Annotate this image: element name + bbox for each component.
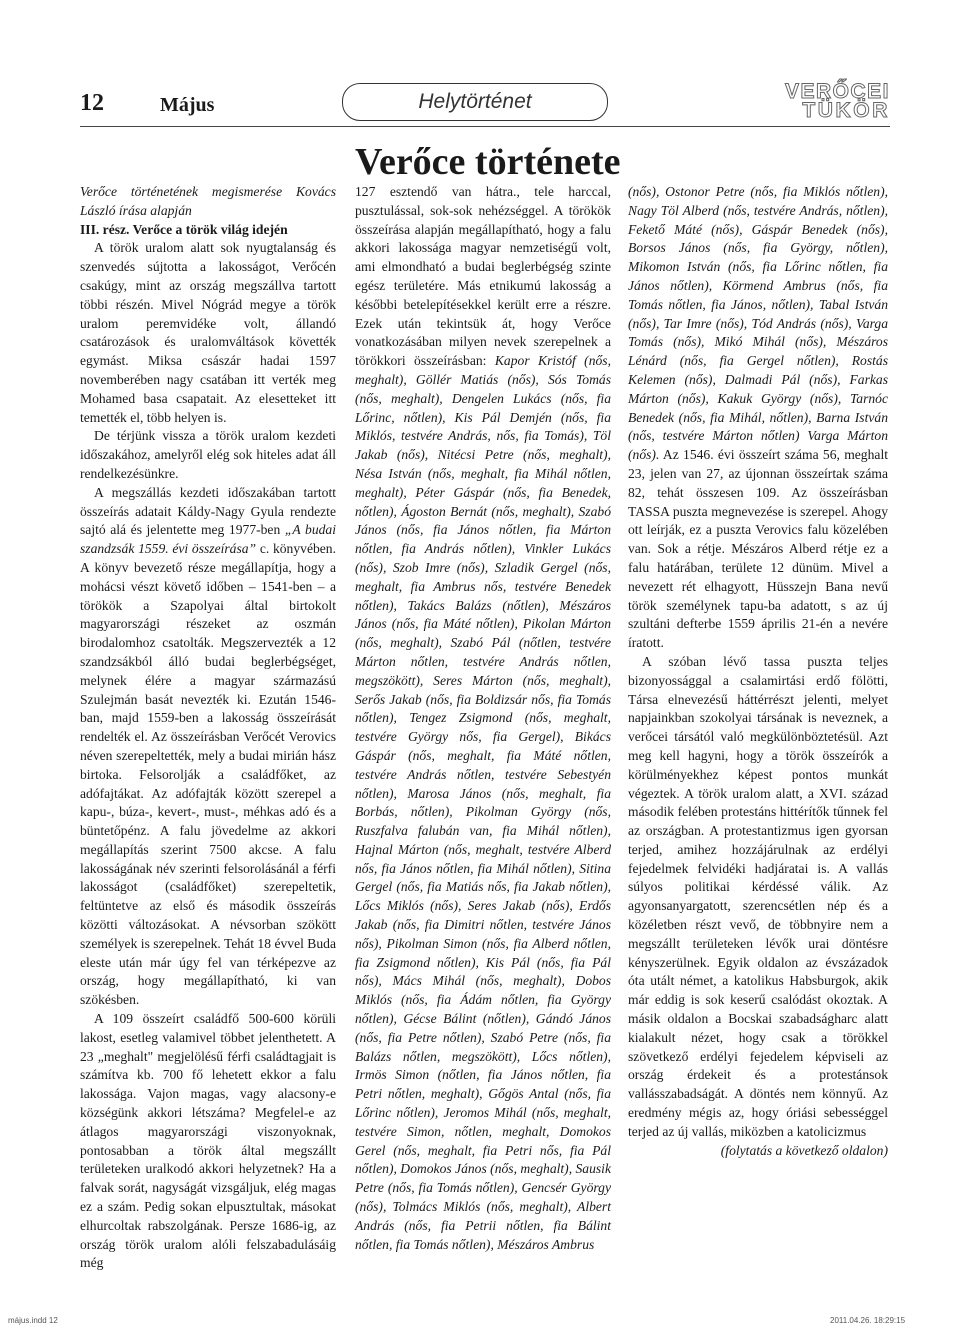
part-heading: III. rész. Verőce a török világ idején bbox=[80, 221, 288, 237]
text-run: A megszállás kezdeti időszakában tartott összeírás adatait Káldy-Nagy Gyula rendezte sajtó alá és jelentette meg 1977-ben bbox=[80, 484, 336, 538]
continued-note: (folytatás a következő oldalon) bbox=[720, 1142, 888, 1158]
logo-line-2: TÜKÖR bbox=[802, 99, 890, 122]
paragraph: A szóban lévő tassa puszta teljes bizonyossággal a csalamirtási erdő fölötti, Társa elnevezésű háttérrészt jelenti, melyet napjainkban szokolyai társának is neveznek, a verőcei társától való megkülönböztetésül. Azt meg kell hagyni, hogy a török összeírók a körülményekhez képest pontos munkát végeztek. A török uralom alatt, a XVI. század második felében protestáns hittérítők tűnnek fel az országban. A protestantizmus igen gyorsan terjed, amihez hozzájárulnak az erdélyi fejedelmek felvidéki hadjáratai is. A vallás súlyos politikai kérdéssé válik. Az agyonsanyargatott, szerencsétlen nép és a közéletben részt vevő, de többnyire nem a megszállt területeken lévők urai döntésre kényszerülnek. Egyik oldalon az évszázadok óta utált német, a katolikus Habsburgok, akik már eddig is sok keserű csalódást okoztak. A másik oldalon a Bocskai szabadságharc alatt kialakult nézet, hogy csak a törökkel szövetkező erdélyi fejedelem képviseli az ország érdekeit és a protestánsok vallásszabadságát. A döntés nem könnyű. Az eredmény mégis az, hogy óriási sebességgel terjed az új vallás, miközben a katolicizmus bbox=[628, 653, 888, 1139]
article-intro: Verőce történetének megismerése Kovács László írása alapján bbox=[80, 184, 336, 218]
column-2-3-flow bbox=[355, 183, 611, 1254]
column-3 bbox=[628, 183, 888, 1160]
names-list: Kapor Kristóf (nős, meghalt), Göllér Matiás (nős), Sós Tomás (nős, meghalt), Dengelen Lukács (nős, fia Lőrinc, nőtlen), Kis Pál Demjén (nős, fia Miklós, testvére András, nős, fia Tomás), Töl Jakab (nős), Nitécsi Petre (nős, meghalt), Nésa István (nős, meghalt, fia Mihál nőtlen, meghalt), Péter Gáspár (nős, fia Benedek, nőtlen), Ágoston Bernát (nős, meghalt), Szabó János (nős, fia János nőtlen, fia Márton nőtlen, fia András nőtlen), Vinkler Lukács (nős), Szob Imre (nős), Szladik Gergel (nős, meghalt, fia Ambrus nős, testvére Benedek nőtlen), Takács Balázs (nőtlen), Mészáros János (nős, fia Máté nőtlen), Pikolan Márton (nős, meghalt), Szabó Pál (nőtlen, testvére Márton nőtlen, testvére András nőtlen, megszökött), Seres Márton (nős, meghalt), Serős Jakab (nős, fia Boldizsár nős, fia Tomás nőtlen), Tengez Zsigmond (nős, meghalt, testvére György nős, fia Gergel), Bikács Gáspár (nős, meghalt, fia Máté nőtlen, testvére András nőtlen, testvére Sebestyén nőtlen), Marosa János (nős, meghalt, fia Borbás, nőtlen), Pikolman György (nős, Ruszfalva falubán van, fia Mihál nőtlen), Hajnal Márton (nős, meghalt, testvére Alberd nős, fia János nőtlen, fia Mihál nőtlen), Sitina Gergel (nős, fia Matiás nős, fia Jakab nőtlen), Lőcs Miklós (nős), Seres Jakab (nős), Erdős Jakab (nős, fia Dimitri nőtlen, testvére János nős), Pikolman Simon (nős, fia Alberd nőtlen, fia Zsigmond nőtlen), Kis Pál (nős, fia Pál nős), Mács Mihál (nős, meghalt), Dobos Miklós (nős, fia Ádám nőtlen, fia György nőtlen), Gécse Bálint (nőtlen), Gándó János (nős, fia Petre nőtlen), Szabó Petre (nős, fia Balázs nőtlen, megszökött), Lőcs nőtlen), Irmös Simon (nőtlen, fia János nőtlen, fia Petri nőtlen, meghalt), Gőgös Antal (nős, fia Lőrinc nőtlen), Jeromos Mihál (nős, meghalt, testvére Simon, nőtlen, meghalt, Domokos Gerel (nős, meghalt, fia Petri nős, fia Pál nőtlen), Domokos János (nős, meghalt), Sausik Petre (nős, fia Tomás nőtlen), Gencsér György (nős), Tolmács Miklós (nős, meghalt), Albert András (nős, fia Petrii nőtlen, fia Bálint nőtlen, fia Tomás nőtlen), Mészáros Ambrus bbox=[355, 353, 611, 1252]
paragraph bbox=[628, 183, 888, 653]
paragraph bbox=[355, 183, 611, 1254]
text-run: 127 esztendő van hátra., tele harccal, pusztulással, sok-sok nehézséggel. A törökök összeírása alapján megállapítható, hogy a falu akkori lakossága magyar nemzetiségű volt, ami elmondható a budai beglerbégség szinte egész területére. Más etnikumú lakosság a későbbi betelepítésekkel került erre a részre. Ezek után tekintsük át, hogy Verőce vonatkozásában milyen nevek szerepelnek a törökkori összeírásban: bbox=[355, 184, 611, 369]
paragraph: A török uralom alatt sok nyugtalanság és szenvedés sújtotta a lakosságot, Verőcén csakúgy, mint az ország megszállva tartott többi részén. Mivel Nógrád megye a török uralom peremvidéke volt, állandó csatározások és uralomváltások követték egymást. Miksa császár hadai 1597 novemberében nagy csatában itt verték meg Mohamed basa csapatait. Az elesetteket itt temették el, több helyen is. bbox=[80, 240, 336, 425]
header-rule bbox=[80, 126, 890, 127]
logo-line-1: VERŐCEI bbox=[784, 80, 890, 103]
footer-file: május.indd 12 bbox=[8, 1316, 58, 1325]
page-number: 12 bbox=[80, 90, 104, 116]
section-label: Helytörténet bbox=[342, 83, 608, 121]
issue-month: Május bbox=[160, 94, 215, 116]
page-header bbox=[0, 0, 960, 140]
masthead-logo bbox=[732, 82, 890, 120]
text-run: Az 1546. évi összeírt száma 56, meghalt 23, jelen van 27, az újonnan összeírtak száma 82, tehát összesen 109. Az összeírásban TASSA puszta megnevezése is szerepel. Ahogy ott leírják, ez a puszta Verovics falu közelében van. Sok a rétje. Mészáros Alberd rétje ez a falu határában, területe 12 dünüm. Mivel a nevezett rét elhagyott, Hüsszejn Bana nevű török személynek tapu-ba adatott, s az új szultáni defterbe 1559 április 21-én a nevére íratott. bbox=[628, 447, 888, 651]
names-list-continued: (nős), Ostonor Petre (nős, fia Miklós nőtlen), Nagy Töl Alberd (nős, testvére András, nőtlen), Fekető Máté (nős), Gáspár Benedek (nős), Borsos János (nős, fia György, nőtlen), Mikomon István (nős, fia Lőrinc nőtlen, fia János nőtlen), Körmend Ambrus (nős, fia Tomás nőtlen, fia János, nőtlen), Tabal István (nős), Tar Imre (nős), Tód András (nős), Varga Tomás (nős), Mikó Mihál (nős), Mészáros Lénárd (nős, fia Gergel nőtlen), Rostás Kelemen (nős), Dalmadi Pál (nős), Farkas Márton (nős), Kakuk György (nős), Tarnóc Benedek (nős, fia Mihál, nőtlen), Barna István (nős, testvére Márton nőtlen) Varga Márton (nős). bbox=[628, 184, 888, 463]
footer-timestamp: 2011.04.26. 18:29:15 bbox=[830, 1316, 906, 1325]
article-title: Verőce története bbox=[355, 141, 621, 183]
column-1 bbox=[80, 183, 336, 1273]
text-run: c. könyvében. A könyv bevezető része megállapítja, hogy a mohácsi vészt követő időben – 1541-ben – a törökök a Szapolyai által birtokolt magyarországi részeket az oszmán birodalomhoz csatolták. Megszervezték a 12 szandzsákból álló budai beglerbégséget, melynek élére a magyar származású Szulejmán basát nevezték ki. Ezután 1546-ban, majd 1559-ben a lakosság összeírását rendelték el. Az összeírásban Verőcét Verovics néven szerepeltették, mely a budai mirián hász birtoka. Felsorolják a családfőket, az adófajtákat. Az adófajták között szerepel a kapu-, búza-, kevert-, must-, méhkas adó és a büntetőpénz. A falu jövedelme az akkori megállapítás szerint 7500 akcse. A falu lakosságának név szerinti felsorolásánál a férfi lakosságot (családfőket) szerepeltetik, feltüntetve az első és második összeírás közötti változásokat. A névsorban szökött személyek is szerepelnek. Tehát 18 évvel Buda eleste után már úgy fel van térképezve az ország, hogy megállapítható, ki van szökésben. bbox=[80, 541, 336, 1008]
book-title: „A budai szandzsák 1559. évi összeírása” bbox=[80, 522, 336, 557]
paragraph bbox=[80, 484, 336, 1010]
paragraph: De térjünk vissza a török uralom kezdeti időszakához, amelyről elég sok hiteles adat áll rendelkezésünkre. bbox=[80, 428, 336, 481]
paragraph: A 109 összeírt családfő 500-600 körüli lakost, esetleg valamivel többet jelenthetett. A 23 „meghalt" megjelölésű férfi családtagjait is számítva kb. 700 fő lehetett ekkor a falu lakossága. Vajon magas, vagy alacsony-e községünk akkori létszáma? Megfelel-e az átlagos magyarországi viszonyoknak, pontosabban a török által megszállt területeken uralkodó akkori helyzetnek? Ha a falvak sorát, nagyságát vizsgáljuk, elég magas ez a szám. Pedig sokan elpusztultak, másokat elhurcoltak rabszolgának. Persze 1686-ig, az ország török uralom alóli felszabadulásáig még bbox=[80, 1011, 336, 1271]
